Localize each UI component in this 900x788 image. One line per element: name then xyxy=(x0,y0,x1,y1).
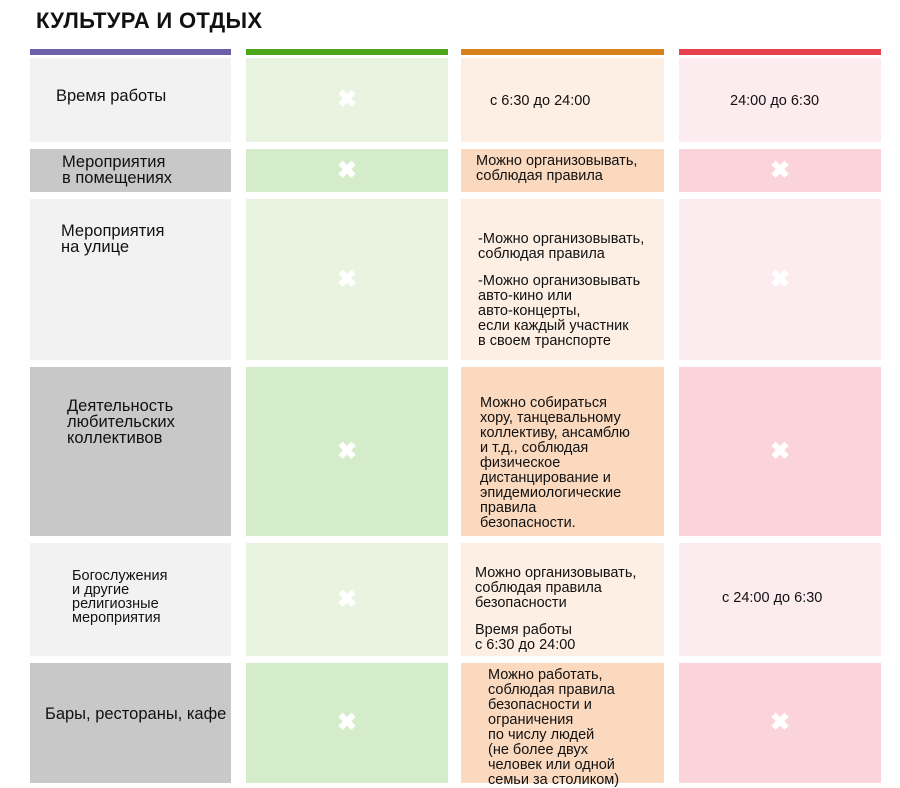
text-line: мероприятия xyxy=(72,610,161,626)
orange-level-cell xyxy=(461,199,664,360)
green-level-cell xyxy=(246,367,448,536)
text-paragraph xyxy=(475,623,636,653)
green-level-cell xyxy=(246,663,448,783)
cross-icon: ✖ xyxy=(336,156,358,184)
text-line: Деятельность xyxy=(67,397,174,415)
text-paragraph xyxy=(478,232,644,262)
text-paragraph xyxy=(488,668,619,788)
row-label xyxy=(62,154,172,186)
orange-level-text xyxy=(480,396,630,531)
text-line: (не более двух xyxy=(488,742,588,758)
text-line: и т.д., соблюдая xyxy=(480,440,589,456)
orange-level-text xyxy=(478,232,644,349)
cross-icon: ✖ xyxy=(336,585,358,613)
cross-icon: ✖ xyxy=(769,709,791,736)
orange-level-cell xyxy=(461,367,664,536)
text-line: -Можно организовывать xyxy=(478,273,641,289)
row-label xyxy=(67,398,175,446)
orange-level-cell xyxy=(461,663,664,788)
green-level-cell xyxy=(246,543,448,656)
cross-icon: ✖ xyxy=(336,437,358,465)
text-paragraph xyxy=(475,566,636,611)
column-4-header-bar xyxy=(679,49,881,55)
text-line: ограничения xyxy=(488,712,574,728)
text-line: Можно собираться xyxy=(480,395,607,411)
orange-level-cell xyxy=(461,543,664,656)
text-line: эпидемиологические xyxy=(480,485,622,501)
text-line: -Можно организовывать, xyxy=(478,231,645,247)
text-line: дистанцирование и xyxy=(480,470,611,486)
red-level-cell xyxy=(679,543,881,656)
cross-icon: ✖ xyxy=(769,265,791,293)
text-paragraph xyxy=(476,154,637,184)
cross-icon: ✖ xyxy=(769,437,791,465)
row-label xyxy=(56,88,166,104)
text-line: в помещениях xyxy=(62,169,173,187)
text-line: по числу людей xyxy=(488,727,595,743)
cross-icon: ✖ xyxy=(336,265,358,293)
text-line: хору, танцевальному xyxy=(480,410,621,426)
text-line: правила xyxy=(480,500,537,516)
orange-level-text xyxy=(488,668,619,788)
row-label-cell xyxy=(30,543,231,656)
text-line: с 6:30 до 24:00 xyxy=(490,93,591,109)
text-line: соблюдая правила xyxy=(475,580,602,596)
text-line: Можно организовывать, xyxy=(475,565,637,581)
green-level-cell xyxy=(246,199,448,360)
text-line: с 24:00 до 6:30 xyxy=(722,590,823,606)
text-line: физическое xyxy=(480,455,561,471)
text-line: в своем транспорте xyxy=(478,333,611,349)
text-line: с 6:30 до 24:00 xyxy=(475,637,576,653)
page-title: КУЛЬТУРА И ОТДЫХ xyxy=(36,8,263,33)
green-level-cell xyxy=(246,58,448,142)
red-level-text xyxy=(722,591,822,606)
text-line: и другие xyxy=(72,582,130,598)
text-line: соблюдая правила xyxy=(476,168,603,184)
row-label-cell xyxy=(30,58,231,142)
text-line: безопасности xyxy=(475,595,567,611)
text-line: безопасности и xyxy=(488,697,592,713)
row-label-cell xyxy=(30,367,231,536)
orange-level-cell xyxy=(461,58,664,142)
text-line: на улице xyxy=(61,238,130,256)
text-line: Бары, рестораны, кафе xyxy=(45,705,227,723)
text-line: авто-кино или xyxy=(478,288,573,304)
text-line: Можно организовывать, xyxy=(476,153,638,169)
row-label-cell xyxy=(30,149,231,192)
cross-icon: ✖ xyxy=(769,156,791,184)
orange-level-cell xyxy=(461,149,664,192)
text-paragraph xyxy=(478,274,644,349)
text-line: безопасности. xyxy=(480,515,576,531)
row-label xyxy=(61,223,164,255)
cross-icon: ✖ xyxy=(336,86,358,113)
text-line: человек или одной xyxy=(488,757,615,773)
text-paragraph xyxy=(722,591,822,606)
text-line: авто-концерты, xyxy=(478,303,581,319)
text-line: Мероприятия xyxy=(62,153,166,171)
red-level-cell xyxy=(679,663,881,783)
text-line: соблюдая правила xyxy=(488,682,615,698)
orange-level-text xyxy=(490,94,590,109)
red-level-text xyxy=(730,94,819,109)
red-level-cell xyxy=(679,149,881,192)
text-paragraph xyxy=(730,94,819,109)
cross-icon: ✖ xyxy=(336,709,358,736)
text-line: семьи за столиком) xyxy=(488,772,620,788)
text-line: Время работы xyxy=(56,87,167,105)
text-line: религиозные xyxy=(72,596,159,612)
text-line: коллективу, ансамблю xyxy=(480,425,630,441)
text-line: соблюдая правила xyxy=(478,246,605,262)
text-line: коллективов xyxy=(67,429,163,447)
column-3-header-bar xyxy=(461,49,664,55)
text-paragraph xyxy=(490,94,590,109)
text-line: Время работы xyxy=(475,622,572,638)
red-level-cell xyxy=(679,58,881,142)
row-label xyxy=(45,706,226,722)
text-line: Можно работать, xyxy=(488,667,603,683)
column-1-header-bar xyxy=(30,49,231,55)
text-paragraph xyxy=(480,396,630,531)
text-line: 24:00 до 6:30 xyxy=(730,93,820,109)
text-line: Мероприятия xyxy=(61,222,165,240)
red-level-cell xyxy=(679,367,881,536)
text-line: Богослужения xyxy=(72,568,168,584)
column-2-header-bar xyxy=(246,49,448,55)
row-label xyxy=(72,569,167,625)
green-level-cell xyxy=(246,149,448,192)
row-label-cell xyxy=(30,199,231,360)
text-line: любительских xyxy=(67,413,175,431)
orange-level-text xyxy=(475,566,636,653)
text-line: если каждый участник xyxy=(478,318,629,334)
row-label-cell xyxy=(30,663,231,783)
red-level-cell xyxy=(679,199,881,360)
orange-level-text xyxy=(476,154,637,184)
